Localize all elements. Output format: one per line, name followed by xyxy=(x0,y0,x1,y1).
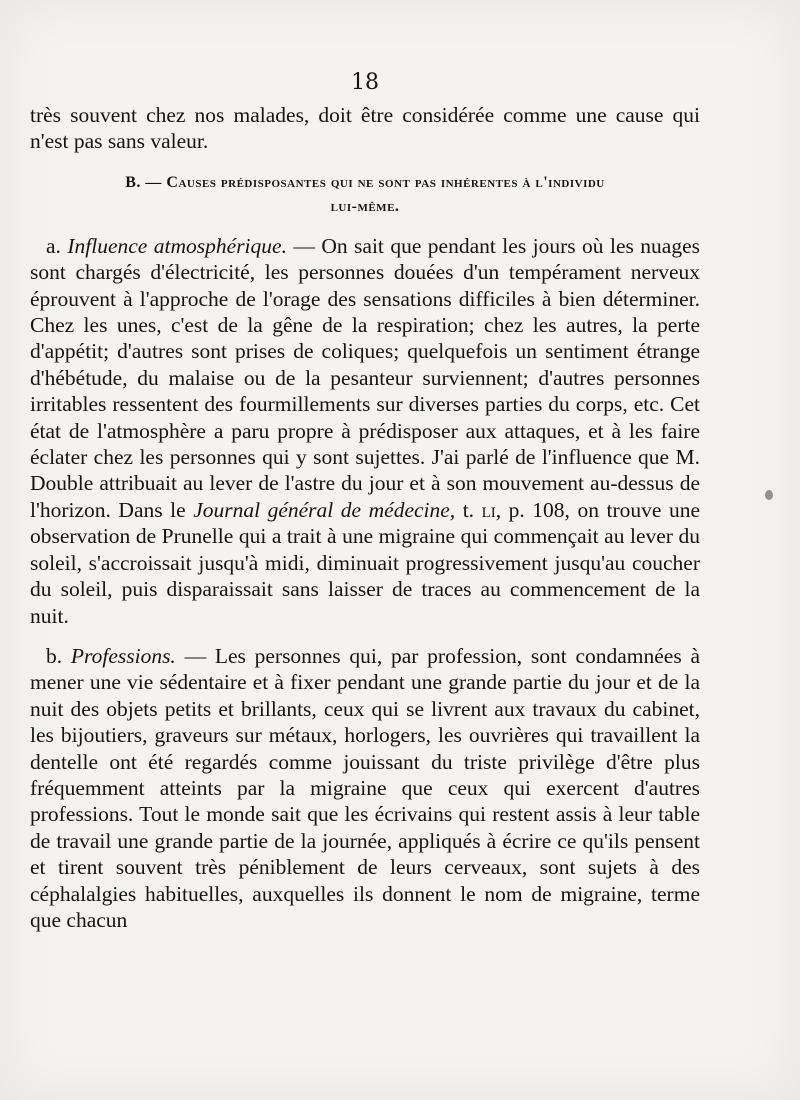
continued-paragraph: très souvent chez nos malades, doit être considérée comme une cause qui n'est pas sans valeur. xyxy=(30,103,700,154)
journal-title: Journal général de médecine, xyxy=(193,497,456,522)
paragraph-influence-atmospherique xyxy=(30,233,700,629)
paragraph-a-title: Influence atmosphérique. xyxy=(67,233,287,258)
paragraph-professions xyxy=(30,643,700,933)
paragraph-a-text-2: t. xyxy=(455,497,482,522)
section-heading-line-1: B. — Causes prédisposantes qui ne sont pas inhérentes à l'individu xyxy=(125,173,605,191)
paragraph-a-text-3: , p. 108, on trouve une observation de Prunelle qui a trait à une migraine qui commençait au lever du soleil, s'accroissait jusqu'à midi, diminuait progressivement jusqu'au coucher du soleil, puis disparaissait sans laisser de traces au commencement de la nuit. xyxy=(30,497,700,628)
ink-speck xyxy=(765,490,773,500)
paragraph-b-label: b. xyxy=(46,643,63,668)
paragraph-b-title: Professions. xyxy=(70,643,176,668)
page-body xyxy=(30,102,700,933)
section-heading xyxy=(30,171,700,219)
volume-number: li xyxy=(481,497,496,522)
section-heading-line-2: lui-même. xyxy=(330,197,400,215)
paragraph-a-label: a. xyxy=(46,233,61,258)
paragraph-a-text-1: — On sait que pendant les jours où les nuages sont chargés d'électricité, les personnes douées d'un tempérament nerveux éprouvent à l'approche de l'orage des sensations difficiles à bien déterminer. Chez les unes, c'est de la gêne de la respiration; chez les autres, la perte d'appétit; d'autres sont prises de coliques; quelquefois un sentiment étrange d'hébétude, du malaise ou de la pesanteur surviennent; d'autres personnes irritables ressentent des fourmillements sur diverses parties du corps, etc. Cet état de l'atmosphère a paru propre à prédisposer aux attaques, et à les faire éclater chez les personnes qui y sont sujettes. J'ai parlé de l'influence que M. Double attribuait au lever de l'astre du jour et à son mouvement au-dessus de l'horizon. Dans le xyxy=(30,233,701,522)
page-number: 18 xyxy=(351,70,379,95)
paragraph-b-text: — Les personnes qui, par profession, sont condamnées à mener une vie sédentaire et à fixer pendant une grande partie du jour et de la nuit des objets petits et brillants, ceux qui se livrent aux travaux du cabinet, les bijoutiers, graveurs sur métaux, horlogers, les ouvrières qui travaillent la dentelle ont été regardés comme jouissant du triste privilège d'être plus fréquemment atteints par la migraine que ceux qui exercent d'autres professions. Tout le monde sait que les écrivains qui restent assis à leur table de travail une grande partie de la journée, appliqués à écrire ce qu'ils pensent et tirent souvent très péniblement de leurs cerveaux, sont sujets à des céphalalgies habituelles, auxquelles ils donnent le nom de migraine, terme que chacun xyxy=(30,643,701,932)
